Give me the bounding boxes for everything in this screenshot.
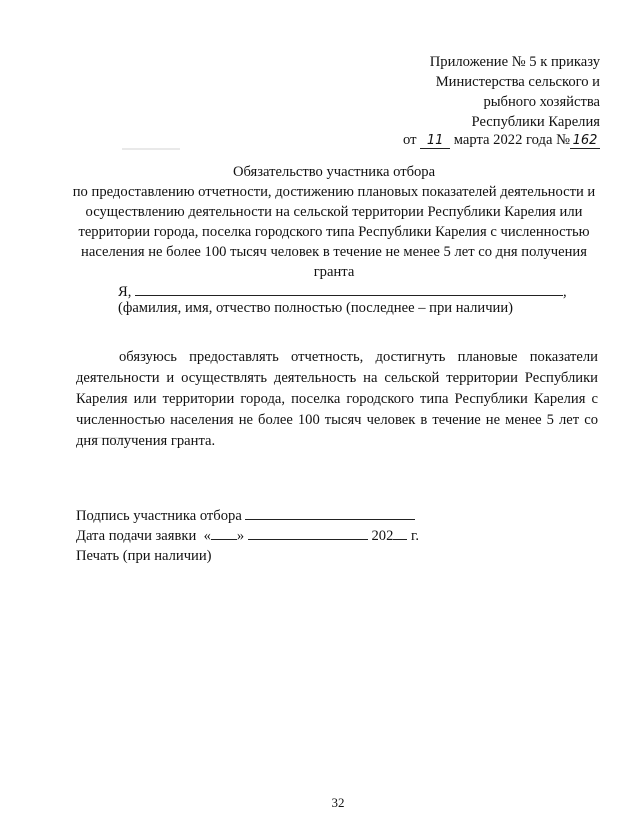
- signature-line: [76, 506, 415, 526]
- year-blank[interactable]: [393, 526, 407, 540]
- name-suffix: ,: [563, 284, 567, 300]
- quote-open: «: [203, 528, 211, 544]
- signature-label: Подпись участника отбора: [76, 508, 242, 524]
- header-date-line: [403, 130, 600, 150]
- commitment-paragraph: обязуюсь предоставлять отчетность, достигнуть плановые показатели деятельности и осуществлять деятельность на сельской территории Республики Карелия или территории города, поселка городского типа Республики Карелия с численностью населения не более 100 тысяч человек в течение не менее 5 лет со дня получения гранта.: [76, 349, 598, 449]
- title-line-6: гранта: [313, 264, 355, 280]
- title-line-3: осуществлению деятельности на сельской территории Республики Карелия или: [85, 204, 583, 220]
- date-middle: марта 2022 года №: [453, 132, 570, 148]
- application-date-line: [76, 526, 419, 546]
- year-prefix: 202: [371, 528, 394, 544]
- seal-label: Печать (при наличии): [76, 548, 212, 564]
- month-blank[interactable]: [248, 526, 368, 540]
- title-line-2: по предоставлению отчетности, достижению плановых показателей деятельности и: [72, 184, 596, 200]
- signature-blank[interactable]: [245, 506, 415, 520]
- quote-close: »: [236, 528, 245, 544]
- date-label: Дата подачи заявки: [76, 528, 197, 544]
- header-line-3: рыбного хозяйства: [483, 94, 600, 110]
- document-title: Обязательство участника отбора: [232, 164, 436, 180]
- name-blank[interactable]: [135, 282, 563, 296]
- handwritten-order-number: 162: [570, 134, 600, 149]
- date-prefix: от: [402, 132, 417, 148]
- handwritten-day: 11: [420, 134, 450, 149]
- name-prefix: Я,: [118, 284, 132, 300]
- title-line-5: населения не более 100 тысяч человек в течение не менее 5 лет со дня получения: [81, 244, 587, 260]
- header-line-2: Министерства сельского и: [435, 74, 600, 90]
- name-field-hint: (фамилия, имя, отчество полностью (последнее – при наличии): [118, 300, 514, 316]
- year-suffix: г.: [411, 528, 420, 544]
- header-line-4: Республики Карелия: [471, 114, 600, 130]
- header-line-1: Приложение № 5 к приказу: [429, 54, 600, 70]
- page-number: 32: [331, 795, 345, 810]
- title-line-4: территории города, поселка городского типа Республики Карелия с численностью: [78, 224, 590, 240]
- scan-smudge: [122, 148, 180, 150]
- day-blank[interactable]: [211, 526, 237, 540]
